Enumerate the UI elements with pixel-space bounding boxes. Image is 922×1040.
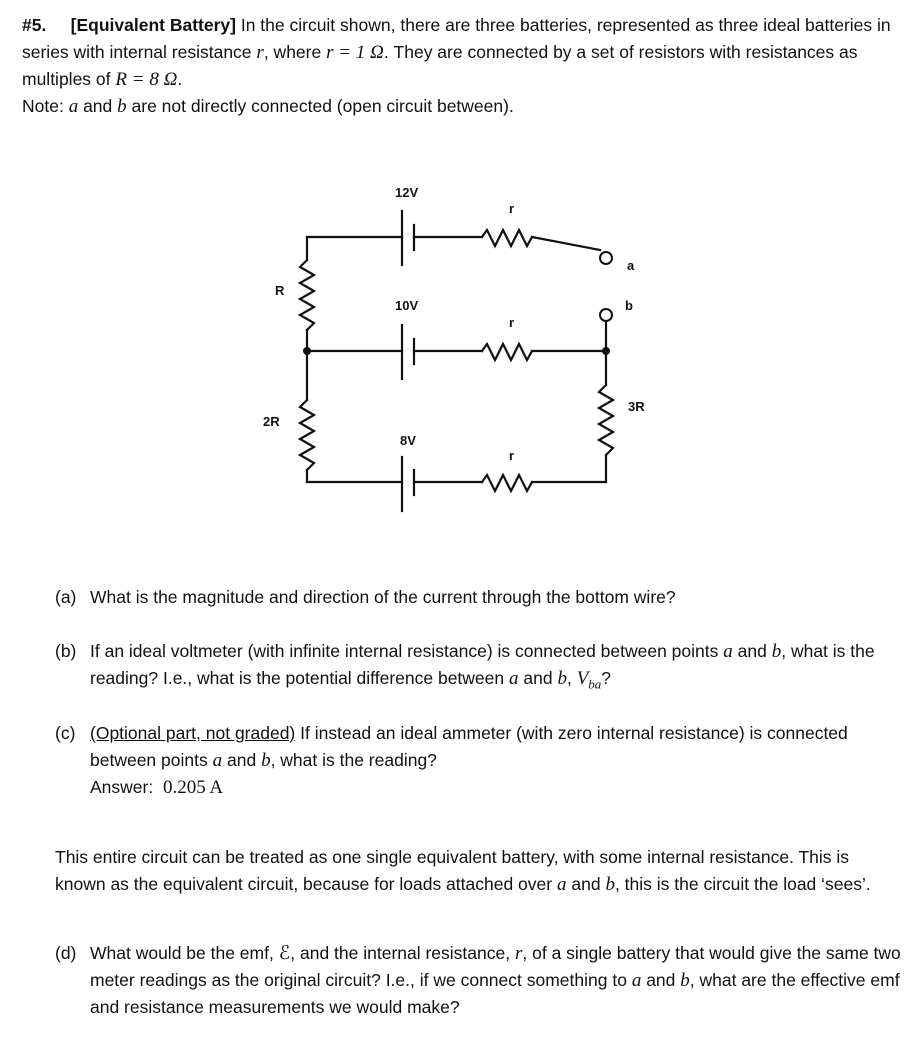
intro-text-4: . [177,69,183,89]
wire-top-right [532,237,600,250]
terminal-a [600,252,612,264]
equivalent-a: a [556,874,567,895]
question-d-text-2: , and the internal resistance, [290,943,511,963]
question-d-text-3: , of a single battery that would give the same two meter readings as the original circuit? I.e., if we connect something to [90,943,901,990]
intro-text-2: , where [263,42,322,62]
problem-number: #5. [22,15,47,35]
question-b-V: V [576,668,589,689]
label-b: b [625,298,633,313]
label-12V: 12V [395,185,419,200]
label-3R: 3R [628,399,645,414]
question-d-text-1: What would be the emf, [90,943,274,963]
question-c-answer-value: 0.205 A [162,777,224,798]
question-a-text: What is the magnitude and direction of the current through the bottom wire? [90,587,676,607]
circuit-diagram [250,175,670,525]
question-b-a2: a [509,668,519,689]
question-d-and: and [646,970,676,990]
question-b-label: (b) [55,641,77,661]
question-a [55,584,905,611]
question-d-r: r [514,943,523,964]
question-d-emf: ℰ [278,943,291,964]
question-b-a: a [723,641,733,662]
problem-intro [22,12,902,93]
label-r-bottom: r [509,448,515,463]
resistor-2R [300,400,314,470]
note-text: are not directly connected (open circuit between). [131,96,514,116]
note-a: a [68,96,79,117]
question-d-label: (d) [55,943,77,963]
r-value: r = 1 Ω [326,42,384,63]
question-d-a: a [631,970,642,991]
r-symbol: r [256,42,264,63]
question-c-text-1: If instead an ideal ammeter (with zero internal resistance) is connected between points [90,723,848,770]
label-8V: 8V [400,433,416,448]
label-a: a [627,258,635,273]
question-c-and: and [226,750,257,770]
resistor-top-r [482,230,532,246]
intro-text-3: . They are connected by a set of resistors with resistances as multiples of [22,42,858,89]
note-and: and [83,96,113,116]
question-b-and2: and [523,668,553,688]
question-c-b: b [261,750,271,771]
question-b-text-2: , what is the reading? I.e., what is the potential difference between [90,641,875,688]
terminal-b [600,309,612,321]
label-r-top: r [509,201,515,216]
question-c-text-2: , what is the reading? [270,750,437,770]
R-value: R = 8 Ω [115,69,178,90]
resistor-mid-r [482,344,532,360]
question-c-label: (c) [55,723,76,743]
resistor-3R [599,385,613,455]
question-b-and: and [737,641,767,661]
question-b-b: b [771,641,782,662]
resistor-bottom-r [482,475,532,491]
problem-title: [Equivalent Battery] [70,15,236,35]
resistor-R [300,260,314,330]
label-10V: 10V [395,298,419,313]
question-b-b2: b [557,668,567,689]
question-a-label: (a) [55,587,77,607]
label-r-mid: r [509,315,515,330]
intro-text-1: In the circuit shown, there are three batteries, represented as three ideal batteries in series with internal resistance [22,15,891,62]
note-b: b [117,96,127,117]
question-d-b: b [680,970,690,991]
problem-note [22,93,902,120]
question-b-end: ? [601,668,612,688]
label-2R: 2R [263,414,280,429]
label-R: R [275,283,285,298]
question-c-optional: (Optional part, not graded) [90,723,296,743]
equivalent-and: and [571,874,601,894]
question-b-subscript: ba [588,676,602,692]
question-b: (b) If an ideal voltmeter (with infinite internal resistance) is connected between points a and b, what is the reading? I.e., what is the potential difference between a and b, $V_{ba}$? [55,638,905,698]
equivalent-paragraph [55,844,885,898]
equivalent-b: b [605,874,615,895]
equivalent-text-2: , this is the circuit the load ‘sees’. [614,874,871,894]
question-c-answer-label: Answer: [90,777,154,797]
question-d [55,940,905,1021]
question-c-a: a [212,750,223,771]
equivalent-text-1: This entire circuit can be treated as one single equivalent battery, with some internal resistance. This is known as the equivalent circuit, because for loads attached over [55,847,850,894]
question-b-text-1: If an ideal voltmeter (with infinite internal resistance) is connected between points [90,641,719,661]
question-d-text-4: , what are the effective emf and resistance measurements we would make? [90,970,900,1017]
note-label: Note: [22,96,64,116]
question-c [55,720,905,801]
